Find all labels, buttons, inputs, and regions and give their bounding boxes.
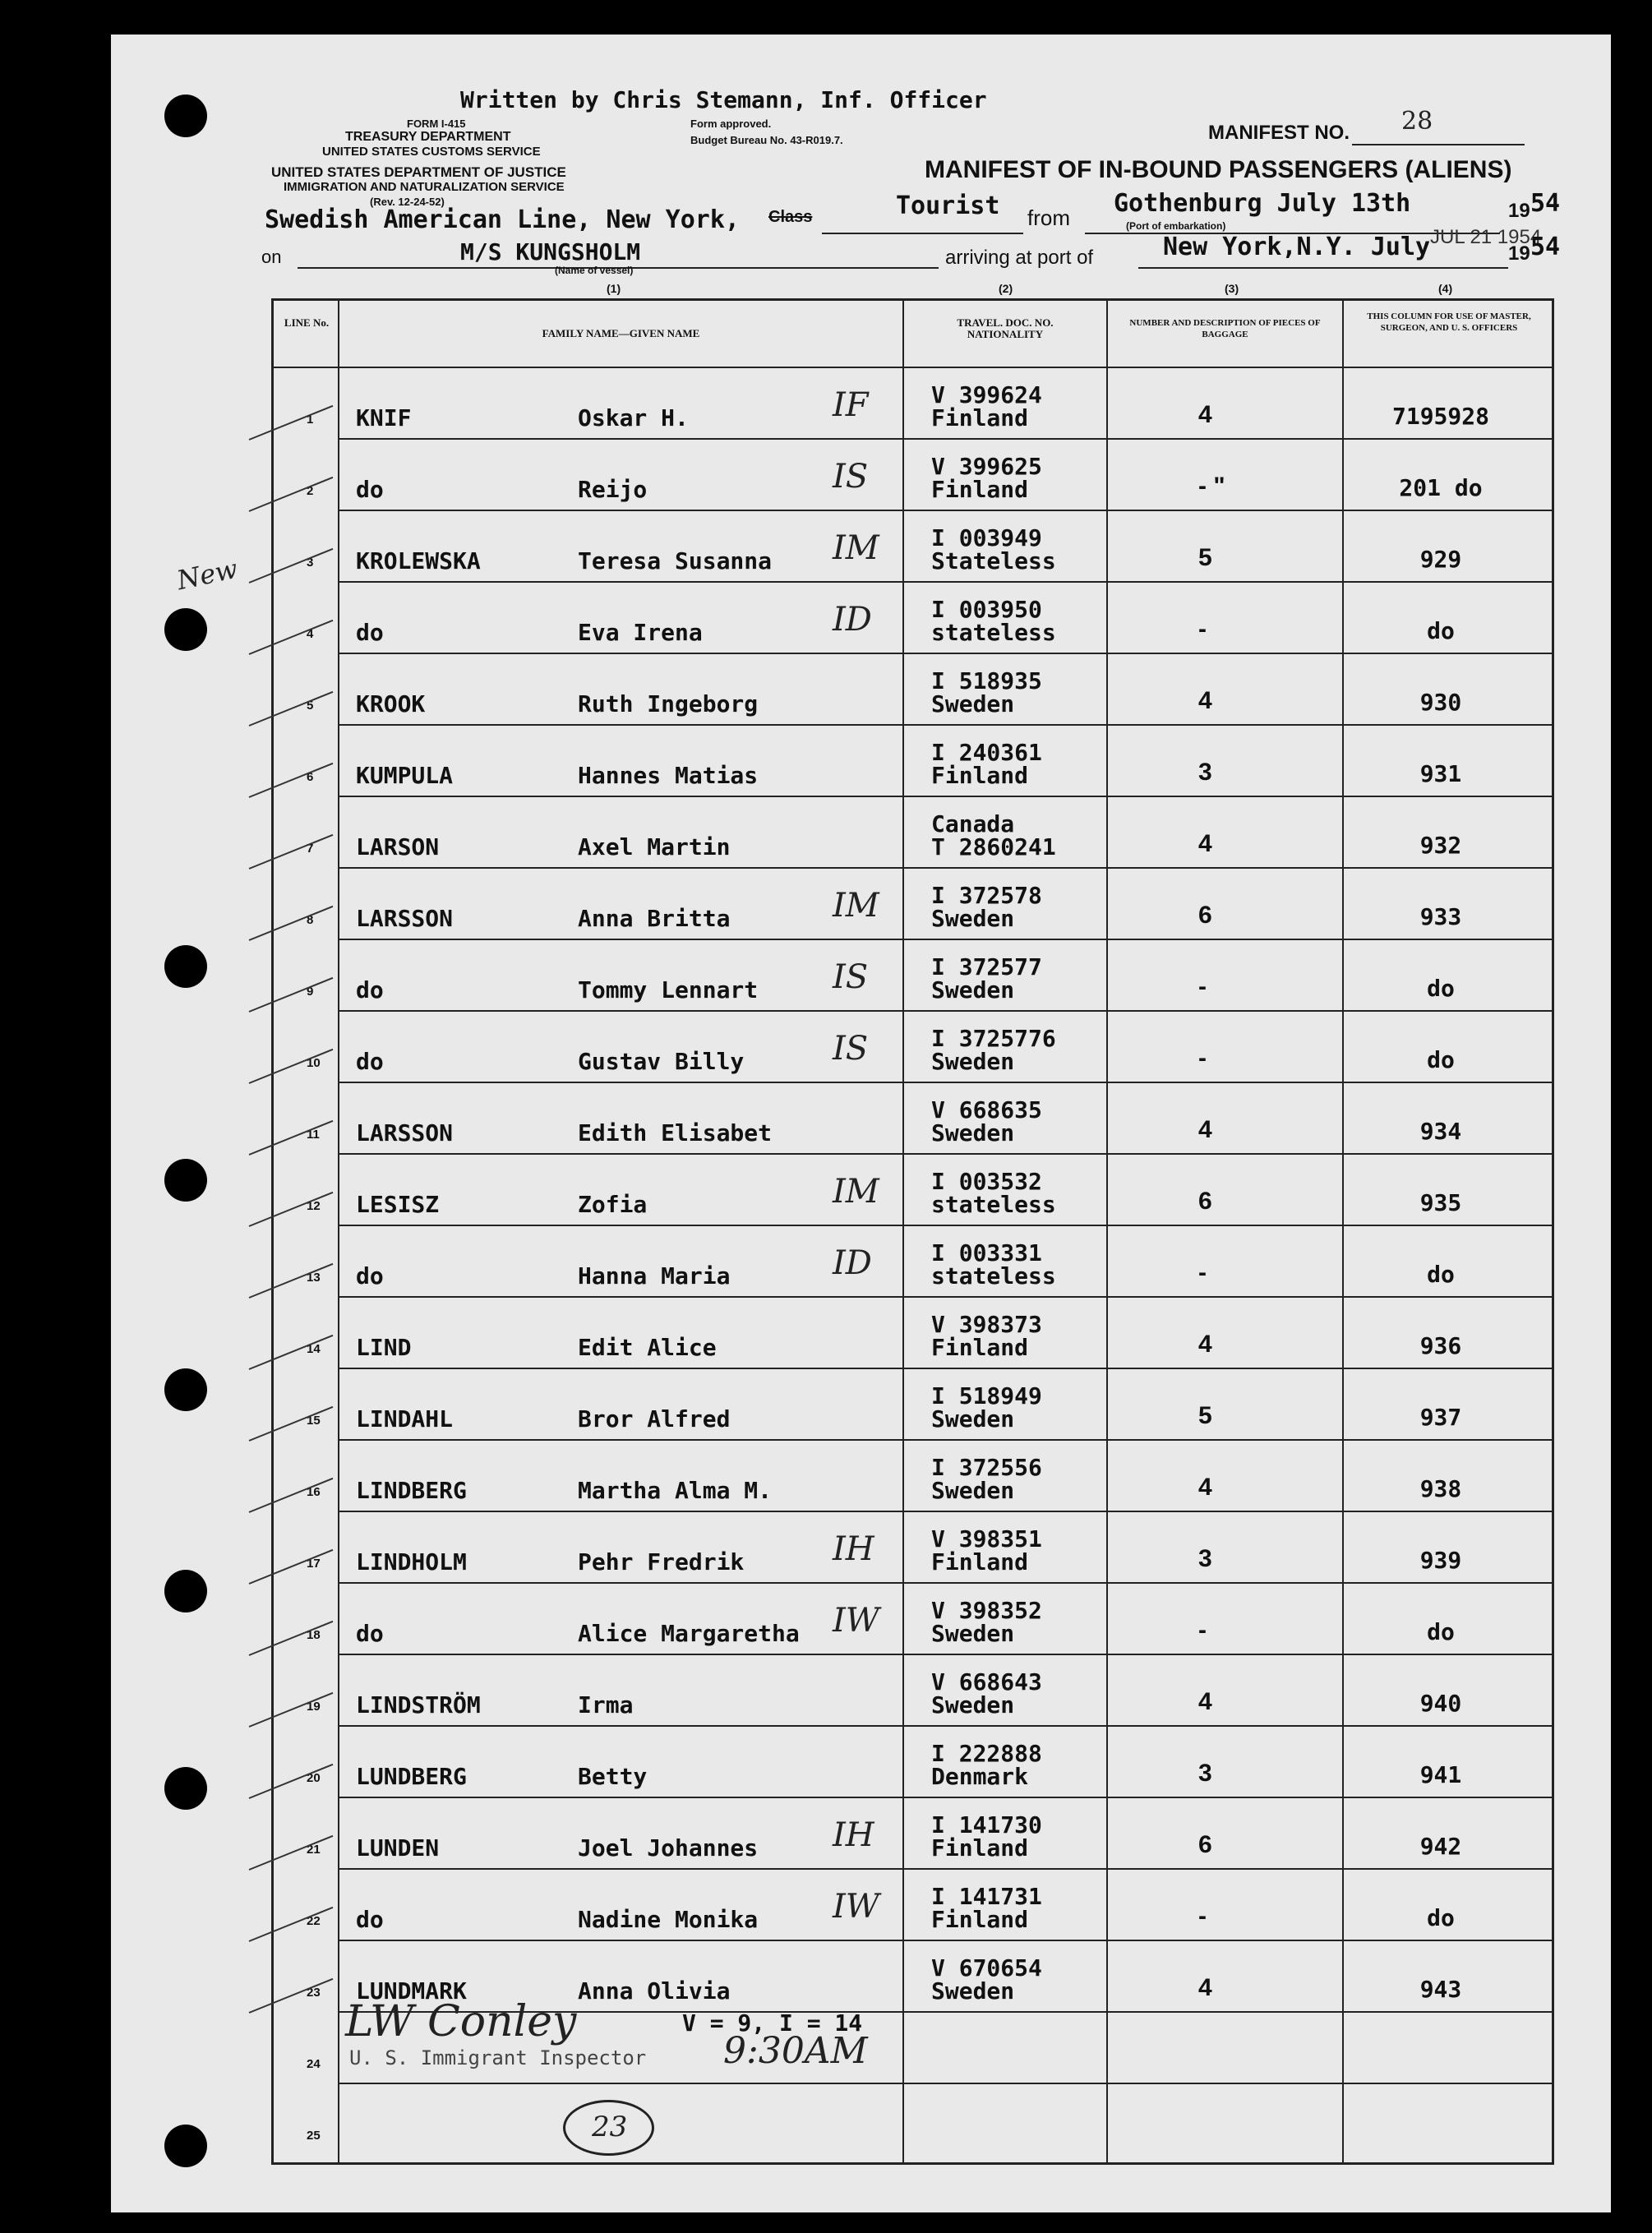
family-name: LARSSON xyxy=(356,1119,454,1146)
baggage-count: 3 xyxy=(1198,1545,1212,1572)
given-name: Ruth Ingeborg xyxy=(578,690,759,717)
nationality: Sweden xyxy=(931,1119,1015,1146)
nationality: Sweden xyxy=(931,1048,1015,1075)
travel-doc-number: I 003532 xyxy=(931,1168,1042,1195)
officer-number: 934 xyxy=(1419,1118,1462,1145)
table-row xyxy=(274,796,1552,867)
travel-doc-number: V 670654 xyxy=(931,1954,1042,1982)
family-name: KNIF xyxy=(356,404,412,431)
nationality: T 2860241 xyxy=(931,833,1056,860)
given-name: Irma xyxy=(578,1691,634,1719)
nationality: Sweden xyxy=(931,1477,1015,1504)
given-name: Hannes Matias xyxy=(578,762,759,789)
relationship-mark: IM xyxy=(833,887,879,925)
table-row xyxy=(274,1439,1552,1511)
baggage-count: - xyxy=(1198,973,1207,1000)
customs-service: UNITED STATES CUSTOMS SERVICE xyxy=(322,145,541,159)
baggage-count: 5 xyxy=(1198,1402,1212,1429)
given-name: Anna Olivia xyxy=(578,1977,731,2005)
nationality: Finland xyxy=(931,476,1029,503)
officer-number: do xyxy=(1427,1904,1455,1931)
table-row xyxy=(274,1296,1552,1368)
nationality: stateless xyxy=(931,1262,1056,1290)
column-number-2: (2) xyxy=(999,282,1013,295)
col-header-line-no: LINE No. xyxy=(284,316,330,329)
line-number: 20 xyxy=(307,1771,321,1785)
baggage-count: 5 xyxy=(1198,544,1212,571)
relationship-mark: IS xyxy=(833,958,869,996)
family-name: do xyxy=(356,1906,384,1933)
officer-number: do xyxy=(1427,1618,1455,1645)
nationality: Finland xyxy=(931,1334,1029,1361)
baggage-count: 3 xyxy=(1198,759,1212,786)
table-row xyxy=(274,1582,1552,1654)
treasury-dept: TREASURY DEPARTMENT xyxy=(345,130,511,144)
shipping-line: Swedish American Line, New York, xyxy=(265,205,740,234)
travel-doc-number: V 399624 xyxy=(931,381,1042,408)
punch-hole xyxy=(164,608,207,651)
given-name: Zofia xyxy=(578,1191,648,1218)
col-header-name: FAMILY NAME—GIVEN NAME xyxy=(542,327,700,339)
family-name: LINDSTRÖM xyxy=(356,1691,481,1719)
nationality: Finland xyxy=(931,1548,1029,1576)
family-name: do xyxy=(356,1048,384,1075)
family-name: LARSSON xyxy=(356,905,454,932)
table-row xyxy=(274,1654,1552,1725)
given-name: Betty xyxy=(578,1763,648,1790)
given-name: Joel Johannes xyxy=(578,1834,759,1862)
vessel-caption: (Name of vessel) xyxy=(555,265,634,276)
family-name: LINDHOLM xyxy=(356,1548,467,1576)
officer-number: 938 xyxy=(1419,1475,1462,1502)
baggage-count: 4 xyxy=(1198,1974,1212,2001)
travel-doc-number: I 141730 xyxy=(931,1811,1042,1839)
col-header-travel-doc: TRAVEL. DOC. NO. NATIONALITY xyxy=(957,316,1054,340)
table-row xyxy=(274,1225,1552,1296)
officer-number: do xyxy=(1427,975,1455,1002)
travel-doc-number: V 668635 xyxy=(931,1096,1042,1123)
baggage-count: - xyxy=(1198,1045,1207,1072)
given-name: Anna Britta xyxy=(578,905,731,932)
given-name: Tommy Lennart xyxy=(578,976,759,1003)
travel-doc-number: V 398351 xyxy=(931,1525,1042,1552)
nationality: Finland xyxy=(931,1834,1029,1862)
travel-doc-number: I 372578 xyxy=(931,882,1042,909)
arrival-date-stamp: JUL 21 1954 xyxy=(1430,226,1542,248)
line-number: 5 xyxy=(307,699,314,713)
ins-service: IMMIGRATION AND NATURALIZATION SERVICE xyxy=(284,180,565,194)
given-name: Oskar H. xyxy=(578,404,689,431)
officer-number: 943 xyxy=(1419,1976,1462,2003)
travel-doc-number: I 518935 xyxy=(931,667,1042,694)
relationship-mark: IM xyxy=(833,1173,879,1211)
family-name: LESISZ xyxy=(356,1191,440,1218)
line-number: 1 xyxy=(307,413,314,427)
family-name: LARSON xyxy=(356,833,440,860)
baggage-count: 6 xyxy=(1198,1831,1212,1858)
officer-number: 931 xyxy=(1419,760,1462,787)
nationality: Sweden xyxy=(931,1405,1015,1433)
line-number: 4 xyxy=(307,627,314,641)
line-number: 10 xyxy=(307,1056,321,1070)
travel-doc-number: I 003950 xyxy=(931,596,1042,623)
table-row xyxy=(274,867,1552,939)
baggage-count: 4 xyxy=(1198,401,1212,428)
table-row xyxy=(274,1725,1552,1797)
from-label: from xyxy=(1027,205,1070,230)
line-number: 19 xyxy=(307,1700,321,1714)
travel-doc-number: V 399625 xyxy=(931,453,1042,480)
port-embark-caption: (Port of embarkation) xyxy=(1126,220,1226,232)
officer-number: 942 xyxy=(1419,1833,1462,1860)
table-row xyxy=(274,1010,1552,1082)
line-number: 9 xyxy=(307,985,314,999)
given-name: Martha Alma M. xyxy=(578,1477,773,1504)
vessel-name: M/S KUNGSHOLM xyxy=(460,238,641,265)
officer-number: 935 xyxy=(1419,1189,1462,1216)
table-row xyxy=(274,1868,1552,1940)
line-number: 12 xyxy=(307,1199,321,1213)
inspector-signature: LW Conley xyxy=(345,1997,577,2046)
relationship-mark: IH xyxy=(833,1530,874,1568)
manifest-table xyxy=(271,298,1554,2165)
year-2: 54 xyxy=(1530,233,1561,261)
baggage-count: - " xyxy=(1198,473,1225,500)
manifest-title: MANIFEST OF IN-BOUND PASSENGERS (ALIENS) xyxy=(925,156,1512,183)
given-name: Eva Irena xyxy=(578,619,703,646)
line-number: 11 xyxy=(307,1128,320,1142)
table-row xyxy=(274,653,1552,724)
nationality: Stateless xyxy=(931,547,1056,574)
margin-note: New xyxy=(173,552,241,597)
officer-number: 933 xyxy=(1419,903,1462,930)
family-name: do xyxy=(356,1262,384,1290)
relationship-mark: IS xyxy=(833,1030,869,1068)
officer-number: 929 xyxy=(1419,546,1462,573)
table-row xyxy=(274,367,1552,438)
inspection-time: 9:30AM xyxy=(723,2030,868,2072)
nationality: Finland xyxy=(931,1906,1029,1933)
class-label: Class xyxy=(768,208,813,226)
given-name: Edith Elisabet xyxy=(578,1119,773,1146)
budget-bureau: Budget Bureau No. 43-R019.7. xyxy=(690,134,843,146)
given-name: Pehr Fredrik xyxy=(578,1548,745,1576)
manifest-no-label: MANIFEST NO. xyxy=(1208,122,1350,144)
line-number: 6 xyxy=(307,770,314,784)
travel-doc-number: I 222888 xyxy=(931,1740,1042,1767)
table-row xyxy=(274,438,1552,510)
manifest-no-underline xyxy=(1352,144,1525,145)
form-number: FORM I-415 xyxy=(407,118,466,130)
class-value: Tourist xyxy=(896,191,1000,220)
officer-number: 932 xyxy=(1419,832,1462,859)
baggage-count: 4 xyxy=(1198,687,1212,714)
family-name: KROLEWSKA xyxy=(356,547,481,574)
baggage-count: - xyxy=(1198,616,1207,643)
baggage-count: 4 xyxy=(1198,1116,1212,1143)
given-name: Nadine Monika xyxy=(578,1906,759,1933)
family-name: LUNDMARK xyxy=(356,1977,467,2005)
page-number-circle xyxy=(563,2100,654,2156)
given-name: Axel Martin xyxy=(578,833,731,860)
baggage-count: - xyxy=(1198,1617,1207,1644)
family-name: do xyxy=(356,1620,384,1647)
relationship-mark: ID xyxy=(833,601,872,639)
punch-hole xyxy=(164,945,207,988)
travel-doc-number: I 003331 xyxy=(931,1239,1042,1266)
travel-doc-number: Canada xyxy=(931,810,1015,837)
baggage-count: - xyxy=(1198,1903,1207,1930)
table-row xyxy=(274,1153,1552,1225)
table-row xyxy=(274,1511,1552,1582)
embark-port: Gothenburg July 13th xyxy=(1114,189,1411,218)
line-number: 16 xyxy=(307,1485,321,1499)
arrival-port: New York,N.Y. July xyxy=(1163,233,1431,261)
line-number: 15 xyxy=(307,1414,321,1428)
officer-number: 930 xyxy=(1419,689,1462,716)
table-row xyxy=(274,510,1552,581)
punch-hole xyxy=(164,95,207,137)
family-name: LUNDEN xyxy=(356,1834,440,1862)
nationality: Sweden xyxy=(931,1691,1015,1719)
column-number-4: (4) xyxy=(1438,282,1453,295)
line-number: 2 xyxy=(307,484,314,498)
nationality: stateless xyxy=(931,1191,1056,1218)
table-row xyxy=(274,1797,1552,1868)
arriving-label: arriving at port of xyxy=(945,247,1094,269)
relationship-mark: IF xyxy=(833,386,869,424)
baggage-count: 4 xyxy=(1198,1331,1212,1358)
punch-hole xyxy=(164,1368,207,1411)
line-number: 3 xyxy=(307,556,314,570)
nationality: Sweden xyxy=(931,976,1015,1003)
nationality: Finland xyxy=(931,762,1029,789)
year-prefix-1: 19 xyxy=(1508,200,1530,222)
visa-totals: V = 9, I = 14 xyxy=(682,2009,863,2037)
year-1: 54 xyxy=(1530,189,1561,218)
travel-doc-number: V 668643 xyxy=(931,1668,1042,1696)
line-number: 17 xyxy=(307,1557,321,1571)
page-number: 23 xyxy=(592,2111,628,2143)
baggage-count: 6 xyxy=(1198,1188,1212,1215)
family-name: LIND xyxy=(356,1334,412,1361)
given-name: Teresa Susanna xyxy=(578,547,773,574)
baggage-count: 4 xyxy=(1198,830,1212,857)
column-number-3: (3) xyxy=(1225,282,1239,295)
col-header-officers: THIS COLUMN FOR USE OF MASTER, SURGEON, AND U. S. OFFICERS xyxy=(1367,311,1531,333)
family-name: LUNDBERG xyxy=(356,1763,467,1790)
travel-doc-number: I 372556 xyxy=(931,1454,1042,1481)
given-name: Reijo xyxy=(578,476,648,503)
family-name: KUMPULA xyxy=(356,762,454,789)
baggage-count: 4 xyxy=(1198,1688,1212,1715)
family-name: LINDAHL xyxy=(356,1405,454,1433)
form-approved: Form approved. xyxy=(690,118,772,130)
line-number: 22 xyxy=(307,1914,321,1928)
arrival-underline xyxy=(1138,267,1508,269)
table-row xyxy=(274,581,1552,653)
travel-doc-number: I 518949 xyxy=(931,1382,1042,1409)
family-name: do xyxy=(356,976,384,1003)
nationality: Finland xyxy=(931,404,1029,431)
given-name: Bror Alfred xyxy=(578,1405,731,1433)
nationality: Sweden xyxy=(931,690,1015,717)
travel-doc-number: I 141731 xyxy=(931,1883,1042,1910)
travel-doc-number: I 003949 xyxy=(931,524,1042,551)
officer-number: do xyxy=(1427,1046,1455,1073)
table-row xyxy=(274,1368,1552,1439)
given-name: Alice Margaretha xyxy=(578,1620,800,1647)
punch-hole xyxy=(164,1159,207,1202)
relationship-mark: IW xyxy=(833,1888,879,1926)
line-number: 13 xyxy=(307,1271,321,1285)
officer-number: 7195928 xyxy=(1391,403,1489,430)
punch-hole xyxy=(164,1570,207,1612)
nationality: Denmark xyxy=(931,1763,1029,1790)
family-name: do xyxy=(356,476,384,503)
table-row xyxy=(274,724,1552,796)
line-number: 18 xyxy=(307,1628,321,1642)
family-name: do xyxy=(356,619,384,646)
line-number: 7 xyxy=(307,842,314,856)
officer-number: do xyxy=(1427,1261,1455,1288)
line-number: 24 xyxy=(307,2057,321,2071)
year-prefix-2: 19 xyxy=(1508,242,1530,265)
line-number: 25 xyxy=(307,2129,321,2143)
punch-hole xyxy=(164,1767,207,1810)
relationship-mark: IM xyxy=(833,529,879,567)
travel-doc-number: V 398352 xyxy=(931,1597,1042,1624)
officer-number: 936 xyxy=(1419,1332,1462,1359)
relationship-mark: IW xyxy=(833,1602,879,1640)
table-row xyxy=(274,2083,1552,2154)
justice-dept: UNITED STATES DEPARTMENT OF JUSTICE xyxy=(271,164,566,180)
baggage-count: 4 xyxy=(1198,1474,1212,1501)
family-name: KROOK xyxy=(356,690,426,717)
travel-doc-number: I 240361 xyxy=(931,739,1042,766)
travel-doc-number: I 372577 xyxy=(931,953,1042,980)
baggage-count: - xyxy=(1198,1259,1207,1286)
line-number: 14 xyxy=(307,1342,321,1356)
officer-number: 937 xyxy=(1419,1404,1462,1431)
officer-number: 940 xyxy=(1419,1690,1462,1717)
written-by-note: Written by Chris Stemann, Inf. Officer xyxy=(460,86,987,113)
baggage-count: 6 xyxy=(1198,902,1212,929)
table-row xyxy=(274,939,1552,1010)
officer-number: do xyxy=(1427,617,1455,644)
table-row xyxy=(274,1082,1552,1153)
form-revision: (Rev. 12-24-52) xyxy=(370,196,445,208)
relationship-mark: ID xyxy=(833,1244,872,1282)
officer-number: 941 xyxy=(1419,1761,1462,1788)
punch-hole xyxy=(164,2125,207,2167)
officer-number: 939 xyxy=(1419,1547,1462,1574)
col-header-baggage: NUMBER AND DESCRIPTION OF PIECES OF BAGGAGE xyxy=(1129,318,1321,339)
travel-doc-number: V 398373 xyxy=(931,1311,1042,1338)
column-number-1: (1) xyxy=(607,282,621,295)
nationality: stateless xyxy=(931,619,1056,646)
baggage-count: 3 xyxy=(1198,1760,1212,1787)
line-number: 8 xyxy=(307,913,314,927)
inspector-caption: U. S. Immigrant Inspector xyxy=(349,2046,647,2069)
nationality: Sweden xyxy=(931,1977,1015,2005)
nationality: Sweden xyxy=(931,905,1015,932)
officer-number: 201 do xyxy=(1399,474,1483,501)
nationality: Sweden xyxy=(931,1620,1015,1647)
on-label: on xyxy=(261,247,282,267)
line-number: 21 xyxy=(307,1843,321,1857)
class-underline xyxy=(822,233,1023,234)
given-name: Hanna Maria xyxy=(578,1262,731,1290)
family-name: LINDBERG xyxy=(356,1477,467,1504)
relationship-mark: IH xyxy=(833,1816,874,1854)
line-number: 23 xyxy=(307,1986,321,2000)
given-name: Edit Alice xyxy=(578,1334,717,1361)
given-name: Gustav Billy xyxy=(578,1048,745,1075)
travel-doc-number: I 3725776 xyxy=(931,1025,1056,1052)
manifest-no-value: 28 xyxy=(1401,107,1433,136)
relationship-mark: IS xyxy=(833,458,869,496)
